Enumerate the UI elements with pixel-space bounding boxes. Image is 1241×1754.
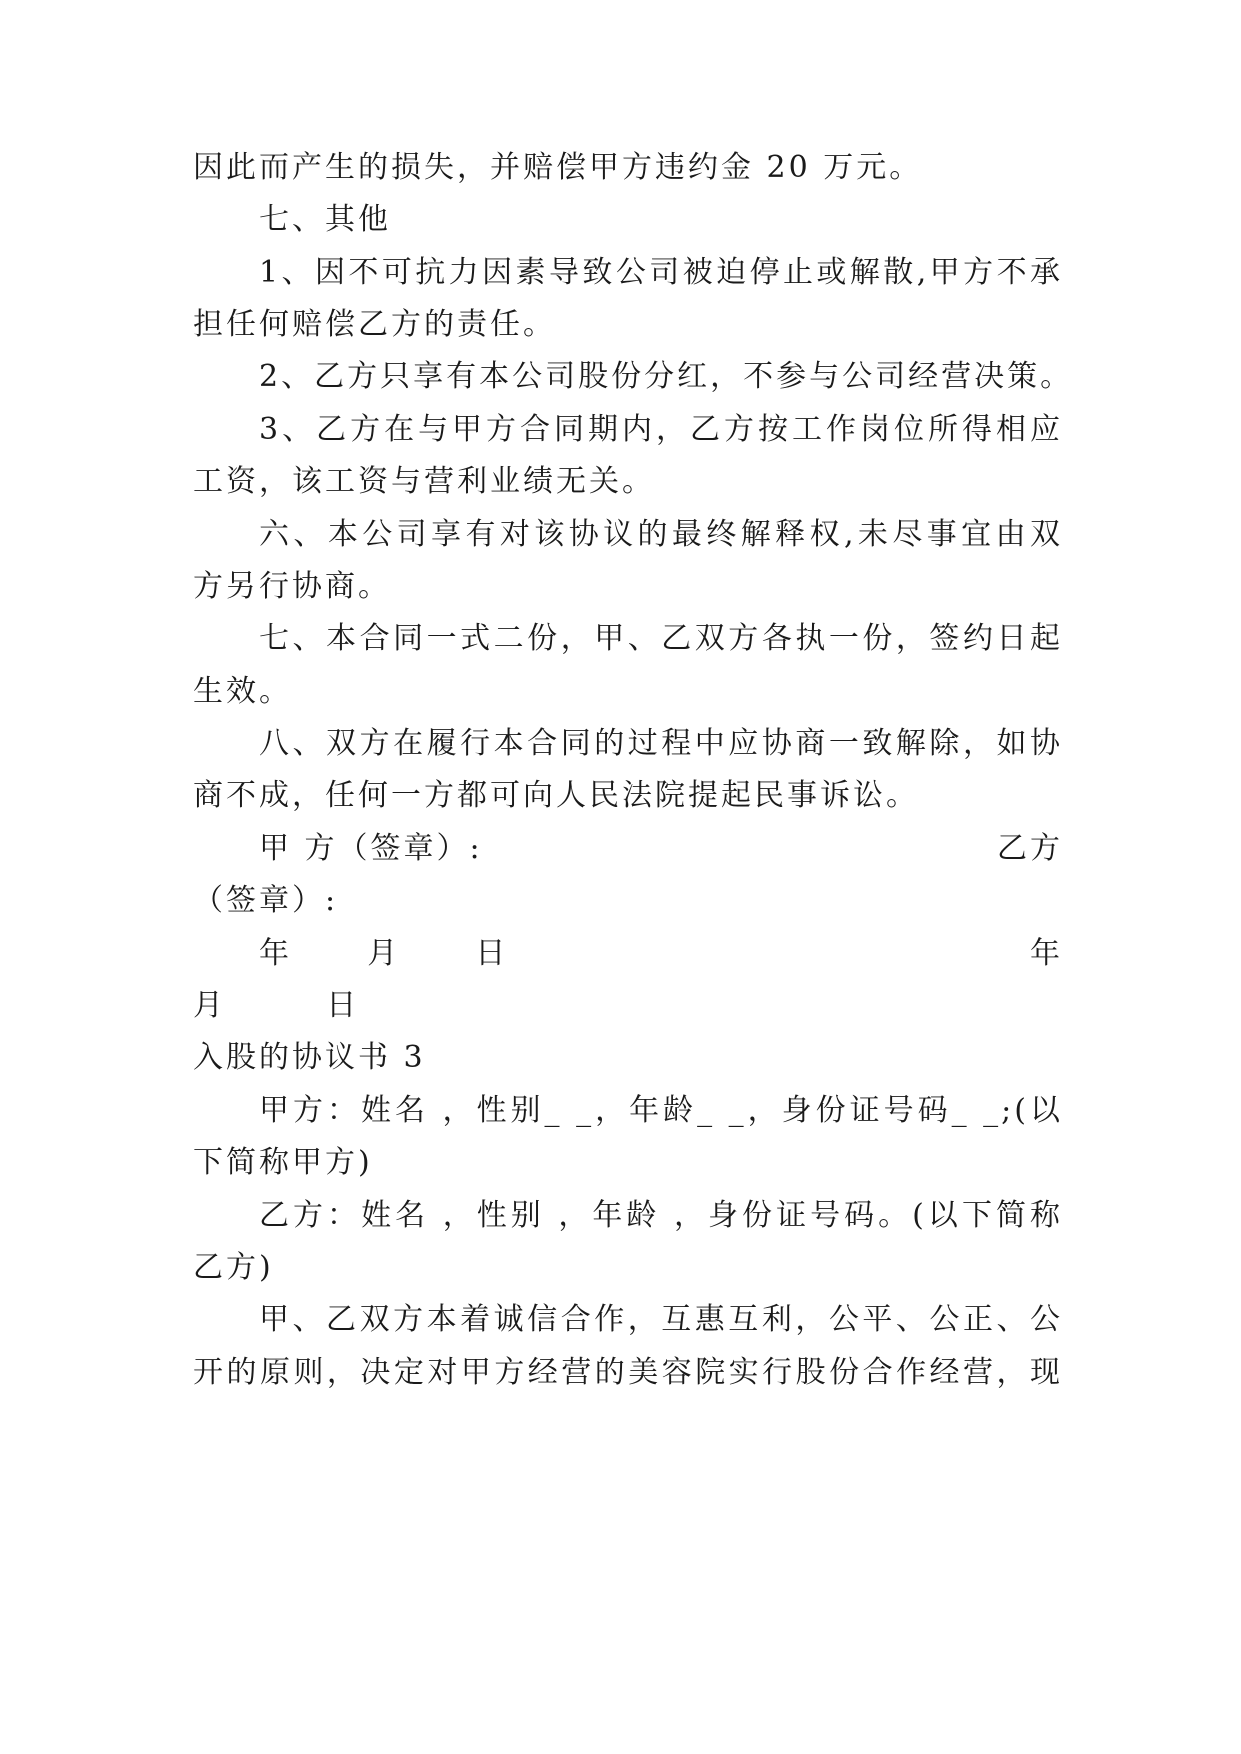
- text-line: 七、本合同一式二份，甲、乙双方各执一份，签约日起: [259, 621, 1063, 656]
- text-line: 商不成，任何一方都可向人民法院提起民事诉讼。: [193, 778, 919, 813]
- party-b-signature-label: 乙方: [997, 831, 1063, 866]
- text-line: 担任何赔偿乙方的责任。: [193, 307, 556, 342]
- text-line: 生效。: [193, 674, 292, 709]
- text-line: 甲方：姓名 ，性别_ _，年龄_ _，身份证号码_ _;(以: [259, 1093, 1063, 1128]
- party-b-date-cont: 月 日: [193, 988, 360, 1023]
- text-line: 下简称甲方): [193, 1145, 373, 1180]
- text-line: 1、因不可抗力因素导致公司被迫停止或解散,甲方不承: [259, 255, 1063, 290]
- text-line: 3、乙方在与甲方合同期内，乙方按工作岗位所得相应: [259, 412, 1063, 447]
- text-line: 开的原则，决定对甲方经营的美容院实行股份合作经营，现: [193, 1355, 1063, 1390]
- party-a-date: 年 月 日: [259, 936, 509, 971]
- signature-row: [259, 829, 1063, 869]
- text-line: 六、本公司享有对该协议的最终解释权,未尽事宜由双: [259, 517, 1063, 552]
- text-line: 八、双方在履行本合同的过程中应协商一致解除，如协: [259, 726, 1063, 761]
- text-line: 因此而产生的损失，并赔偿甲方违约金 20 万元。: [193, 150, 923, 185]
- text-line: 乙方：姓名 ，性别 ，年龄 ，身份证号码。(以下简称: [259, 1198, 1063, 1233]
- text-line: 2、乙方只享有本公司股份分红，不参与公司经营决策。: [259, 359, 1074, 394]
- date-row: [259, 934, 1063, 974]
- text-line: 甲、乙双方本着诚信合作，互惠互利，公平、公正、公: [259, 1302, 1063, 1337]
- text-line: 方另行协商。: [193, 569, 391, 604]
- party-a-signature-label: 甲 方（签章）:: [259, 831, 483, 866]
- section-heading: 七、其他: [259, 202, 391, 237]
- party-b-signature-cont: （签章）:: [193, 883, 339, 918]
- section-title: 入股的协议书 3: [193, 1040, 426, 1075]
- text-line: 工资，该工资与营利业绩无关。: [193, 464, 655, 499]
- text-line: 乙方): [193, 1250, 274, 1285]
- party-b-date-year: 年: [1030, 936, 1063, 971]
